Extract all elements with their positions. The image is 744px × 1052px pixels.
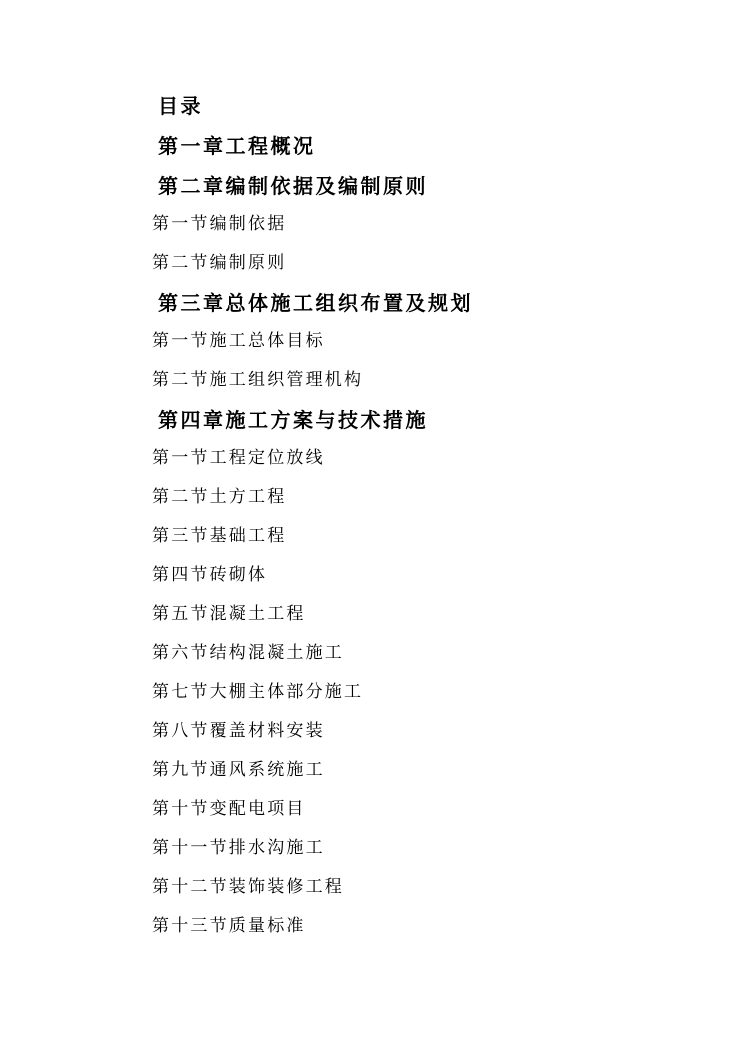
toc-section-4-8: 第八节覆盖材料安装: [152, 721, 325, 741]
toc-section-4-3: 第三节基础工程: [152, 526, 287, 546]
toc-section-3-2: 第二节施工组织管理机构: [152, 370, 364, 390]
toc-section-4-11: 第十一节排水沟施工: [152, 838, 325, 858]
toc-section-4-9: 第九节通风系统施工: [152, 760, 325, 780]
toc-title: 目录: [158, 94, 203, 118]
toc-section-4-13: 第十三节质量标准: [152, 916, 306, 936]
toc-section-4-5: 第五节混凝土工程: [152, 604, 306, 624]
toc-chapter-1: 第一章工程概况: [158, 134, 316, 158]
toc-section-4-7: 第七节大棚主体部分施工: [152, 682, 364, 702]
toc-section-2-1: 第一节编制依据: [152, 214, 287, 234]
toc-section-4-12: 第十二节装饰装修工程: [152, 877, 344, 897]
toc-section-2-2: 第二节编制原则: [152, 253, 287, 273]
toc-section-4-6: 第六节结构混凝土施工: [152, 643, 344, 663]
toc-section-4-4: 第四节砖砌体: [152, 565, 268, 585]
toc-section-4-10: 第十节变配电项目: [152, 799, 306, 819]
toc-chapter-4: 第四章施工方案与技术措施: [158, 408, 428, 432]
toc-chapter-3: 第三章总体施工组织布置及规划: [158, 291, 473, 315]
toc-section-4-2: 第二节土方工程: [152, 487, 287, 507]
toc-section-4-1: 第一节工程定位放线: [152, 448, 325, 468]
toc-chapter-2: 第二章编制依据及编制原则: [158, 174, 428, 198]
toc-section-3-1: 第一节施工总体目标: [152, 331, 325, 351]
